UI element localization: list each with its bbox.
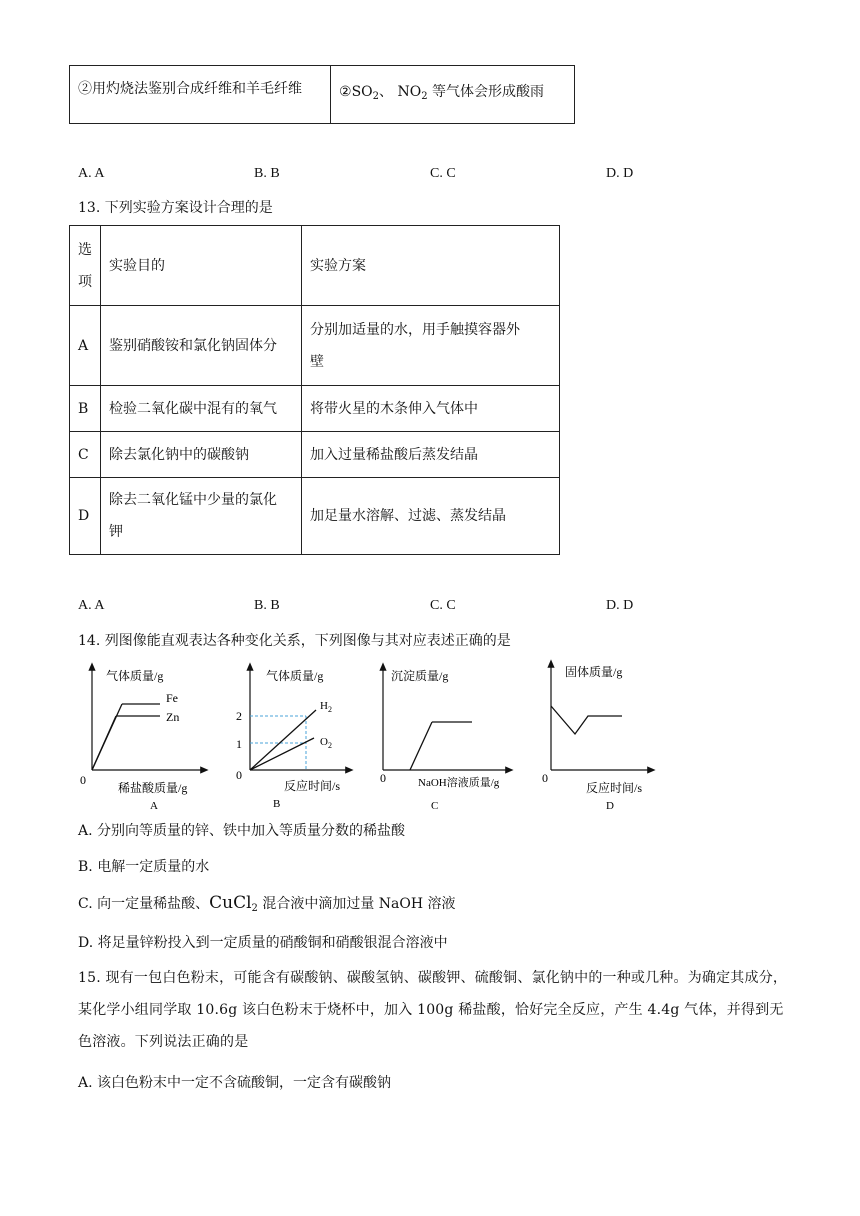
row-b-plan: 将带火星的木条伸入气体中 [302,386,560,432]
option-a[interactable]: A. A [78,166,105,181]
graph-a-xlabel: 稀盐酸质量/g [118,781,188,795]
row-c-plan: 加入过量稀盐酸后蒸发结晶 [302,432,560,478]
graph-b-series-h2: $H_2$ [320,700,332,714]
graph-a [80,666,205,812]
option-c[interactable]: C. C [430,598,456,613]
graph-c-rise [410,722,432,770]
q14-choice-c[interactable]: C. 向一定量稀盐酸、CuCl$_2$ 混合液中滴加过量 NaOH 溶液 [78,893,456,914]
option-c[interactable]: C. C [430,166,456,181]
option-d[interactable]: D. D [606,166,634,181]
graph-d-ylabel: 固体质量/g [565,665,623,679]
graph-d-xlabel: 反应时间/s [586,781,643,795]
header-purpose: 实验目的 [101,226,302,306]
row-d-plan: 加足量水溶解、过滤、蒸发结晶 [302,478,560,555]
option-d[interactable]: D. D [606,598,634,613]
graph-a-ylabel: 气体质量/g [106,669,164,683]
q15-choice-a[interactable]: A. 该白色粉末中一定不含硫酸铜，一定含有碳酸钠 [78,1075,392,1091]
row-a-purpose: 鉴别硝酸铵和氯化钠固体分 [101,306,302,386]
q13-table [69,225,560,555]
row-c-purpose: 除去氯化钠中的碳酸钠 [101,432,302,478]
option-a[interactable]: A. A [78,598,105,613]
q14-graphs [0,658,860,818]
top-table [69,65,575,124]
graph-a-origin: 0 [80,773,86,787]
graph-a-zn-line [92,716,116,770]
row-b-option: B [70,386,101,432]
option-b[interactable]: B. B [254,598,280,613]
graph-b-tick-1: 1 [236,737,242,751]
graph-c [380,666,510,812]
graph-a-series-fe: Fe [166,691,178,705]
q14-stem: 14. 列图像能直观表达各种变化关系，下列图像与其对应表述正确的是 [78,633,511,649]
graph-d-origin: 0 [542,771,548,785]
graph-c-xlabel: NaOH溶液质量/g [418,777,500,789]
q12-options [78,166,778,186]
top-table-right: $②SO_2$、 $NO_2$ 等气体会形成酸雨 [331,66,575,124]
graph-d-line [551,706,622,734]
row-d-option: D [70,478,101,555]
q14-choice-d[interactable]: D. 将足量锌粉投入到一定质量的硝酸铜和硝酸银混合溶液中 [78,935,448,951]
graph-b-xlabel: 反应时间/s [284,779,341,793]
graph-c-caption: C [431,800,439,812]
q15-stem: 15. 现有一包白色粉末，可能含有碳酸钠、碳酸氢钠、碳酸钾、硫酸铜、氯化钠中的一种或几种。为确定其成分，某化学小组同学取 10.6g 该白色粉末于烧杯中，加入 100g 稀盐酸，恰好完全反应，产生 4.4g 气体，并得到无色溶液。下列说法正确的是 [78,970,788,1050]
graph-b-origin: 0 [236,768,242,782]
graph-c-origin: 0 [380,771,386,785]
header-option: 选 项 [70,226,101,306]
header-plan: 实验方案 [302,226,560,306]
graph-b-caption: B [273,798,281,810]
graph-c-ylabel: 沉淀质量/g [391,669,449,683]
graph-b-series-o2: $O_2$ [320,736,332,750]
graph-a-caption: A [150,800,158,812]
row-b-purpose: 检验二氧化碳中混有的氧气 [101,386,302,432]
graph-d [542,663,652,812]
graph-b-ylabel: 气体质量/g [266,669,324,683]
option-b[interactable]: B. B [254,166,280,181]
row-d-purpose: 除去二氧化锰中少量的氯化 钾 [101,478,302,555]
top-table-left: ②用灼烧法鉴别合成纤维和羊毛纤维 [70,66,331,124]
graph-b-tick-2: 2 [236,709,242,723]
q13-options [78,598,778,618]
q14-choice-b[interactable]: B. 电解一定质量的水 [78,859,210,875]
graph-d-caption: D [606,800,614,812]
row-a-option: A [70,306,101,386]
row-a-plan: 分别加适量的水，用手触摸容器外 壁 [302,306,560,386]
graph-a-series-zn: Zn [166,710,180,724]
q14-choice-a[interactable]: A. 分别向等质量的锌、铁中加入等质量分数的稀盐酸 [78,823,406,839]
graph-b [236,666,350,810]
q13-stem: 13. 下列实验方案设计合理的是 [78,200,273,216]
row-c-option: C [70,432,101,478]
